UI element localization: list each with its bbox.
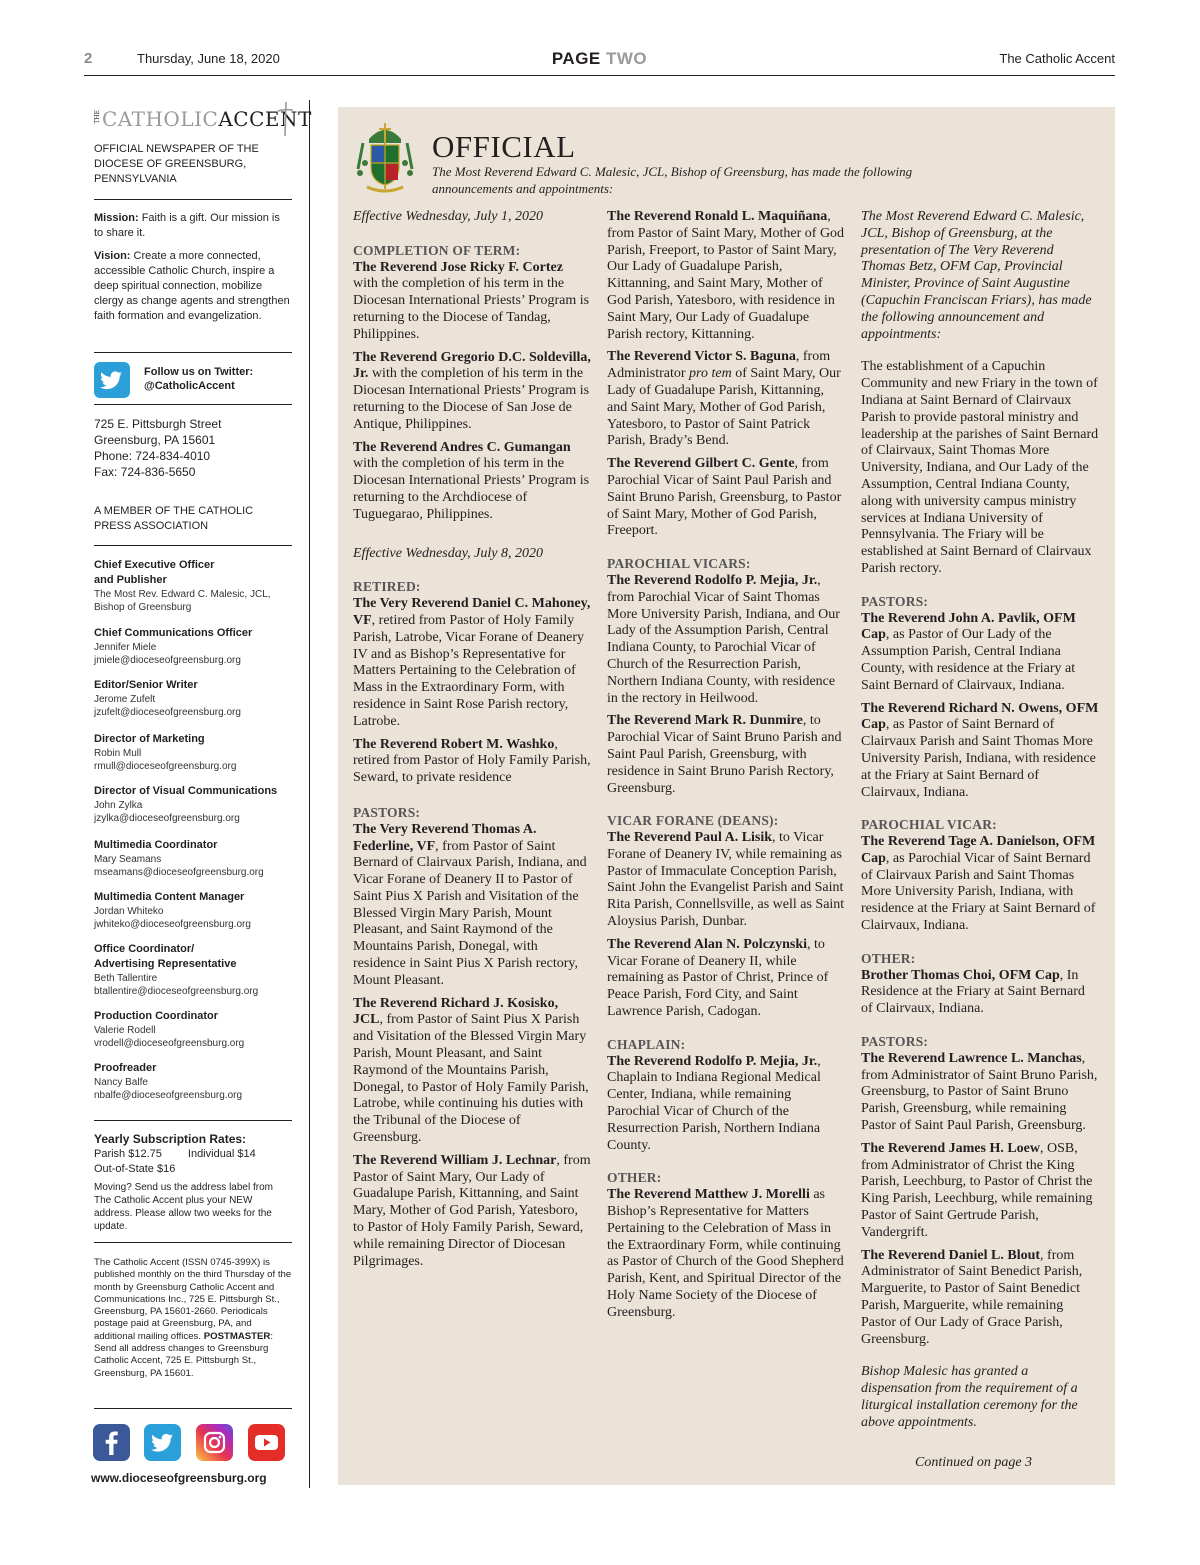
appointment-item [861, 1051, 1099, 1135]
masthead-sidebar [84, 100, 310, 1488]
appointment-text: of Saint Mary, Our Lady of Guadalupe Parish, Kittanning, and Saint Mary, Mother of God Parish, Yatesboro, to Pastor of Saint Patrick Parish, Brady’s Bend. [607, 366, 841, 449]
effective-date: Effective Wednesday, July 1, 2020 [353, 209, 543, 224]
staff-role: Multimedia Coordinator [94, 839, 218, 851]
appointee-name: The Reverend Mark R. Dunmire [607, 713, 803, 729]
appointee-name: The Very Reverend Daniel C. Mahoney, VF [353, 596, 591, 628]
twitter-icon[interactable] [144, 1424, 181, 1461]
divider [94, 352, 292, 353]
staff-name: Beth Tallentire [94, 973, 158, 984]
divider [94, 545, 292, 546]
capuchin-intro: The Most Reverend Edward C. Malesic, JCL, Bishop of Greensburg, at the presentation of The Very Reverend Thomas Betz, OFM Cap, Provincial Minister, Province of Saint Augustine (Capuchin Franciscan Friars), has made the following announcement and appointments: [861, 209, 1092, 342]
appointment-item [861, 701, 1099, 802]
appointment-item [861, 611, 1099, 695]
mission-text: Faith is a gift. Our mission is to share it. [94, 212, 280, 239]
cross-icon [274, 102, 294, 136]
appointment-text: , from Parochial Vicar of Saint Paul Parish and Saint Bruno Parish, Greensburg, to Pastor of Saint Mary, Mother of God Parish, Freeport. [607, 456, 842, 539]
staff-role: Advertising Representative [94, 958, 237, 970]
staff-role: Proofreader [94, 1062, 157, 1074]
youtube-icon[interactable] [248, 1424, 285, 1461]
appointment-item [353, 737, 591, 787]
appointment-item [861, 1248, 1099, 1349]
address-line-1: 725 E. Pittsburgh Street [94, 417, 222, 431]
appointee-name: The Reverend Victor S. Baguna [607, 349, 796, 365]
twitter-follow[interactable] [94, 362, 292, 400]
appointment-text: , OSB, from Administrator of Christ the King Parish, Leechburg, to Pastor of Christ the King Parish, Leechburg, while remaining Pastor of Saint Gertrude Parish, Vandergrift. [861, 1140, 1093, 1240]
official-newspaper-line [94, 142, 292, 187]
staff-entry [94, 784, 304, 825]
section-title: OFFICIAL [432, 129, 576, 164]
subscription-individual: Individual $14 [187, 1148, 256, 1160]
instagram-icon[interactable] [196, 1424, 233, 1461]
column-2 [607, 209, 845, 1328]
fax: Fax: 724-836-5650 [94, 465, 196, 479]
appointment-text: , from Pastor of Saint Bernard of Clairvaux Parish, Indiana, and Vicar Forane of Deanery II to Pastor of Saint Pius X Parish and Visitation of the Blessed Virgin Mary Parish, Mount Pleasant, and Saint Raymond of the Mountains Parish, Donegal, with residence in Saint Pius X Parish rectory, Mount Pleasant. [353, 838, 587, 988]
subscription-parish: Parish $12.75 [94, 1148, 162, 1160]
website-link[interactable]: www.dioceseofgreensburg.org [91, 1471, 267, 1485]
effective-date: Effective Wednesday, July 8, 2020 [353, 545, 543, 561]
divider [94, 1408, 292, 1409]
member-line-1: A MEMBER OF THE CATHOLIC [94, 505, 254, 517]
twitter-icon[interactable] [94, 362, 130, 398]
section-heading: PAROCHIAL VICAR: [861, 817, 997, 833]
appointment-text: , from Administrator of Saint Benedict Parish, Marguerite, to Pastor of Saint Benedict Parish, Marguerite, while remaining Pastor of Our Lady of Grace Parish, Greensburg. [861, 1247, 1083, 1347]
continued-link[interactable]: Continued on page 3 [915, 1455, 1033, 1470]
appointment-text: , from Administrator [607, 349, 831, 382]
page-header [84, 48, 1115, 76]
dispensation-note: Bishop Malesic has granted a dispensation from the requirement of a liturgical installation ceremony for the above appointments. [861, 1364, 1078, 1430]
staff-email[interactable]: jzylka@dioceseofgreensburg.org [94, 813, 240, 824]
appointment-item [861, 1141, 1099, 1242]
facebook-icon[interactable] [93, 1424, 130, 1461]
page-number: 2 [84, 50, 93, 67]
address-line-2: Greensburg, PA 15601 [94, 433, 216, 447]
logo-accent: ACCENT [218, 107, 312, 131]
staff-email[interactable]: jwhiteko@dioceseofgreensburg.org [94, 919, 251, 930]
staff-role: Multimedia Content Manager [94, 891, 245, 903]
appointee-name: The Reverend Lawrence L. Manchas [861, 1050, 1082, 1066]
staff-name: Jennifer Miele [94, 642, 157, 653]
appointee-name: The Reverend Richard J. Kosisko, JCL [353, 995, 559, 1028]
column-1 [353, 209, 591, 1276]
section-heading: CHAPLAIN: [607, 1036, 686, 1052]
postmaster-text: : Send all address changes to Greensburg Catholic Accent, 725 E. Pittsburgh St., Greensburg, PA 15601. [94, 1330, 274, 1379]
appointee-name: The Very Reverend Thomas A. Federline, VF [353, 821, 537, 854]
section-heading: COMPLETION OF TERM: [353, 242, 521, 258]
section-heading: RETIRED: [353, 579, 421, 595]
staff-name: Jerome Zufelt [94, 694, 156, 705]
twitter-handle[interactable]: @CatholicAccent [144, 380, 235, 392]
appointee-name: The Reverend Alan N. Polczynski [607, 936, 808, 952]
staff-role: Editor/Senior Writer [94, 679, 198, 691]
appointee-name: The Reverend Robert M. Washko [353, 736, 555, 752]
vision-text: Create a more connected, accessible Catholic Church, inspire a deep spiritual connection, mobilize clergy as change agents and strengthen faith formation and evangelization. [94, 250, 290, 322]
staff-name: Valerie Rodell [94, 1025, 156, 1036]
vision-label: Vision: [94, 250, 131, 262]
appointment-text: with the completion of his term in the Diocesan International Priests’ Program is returning to the Diocese of San Jose de Antique, Philippines. [353, 366, 590, 432]
appointment-text: with the completion of his term in the Diocesan International Priests’ Program is returning to the Archdiocese of Tuguegarao, Philippines. [353, 456, 590, 522]
staff-entry [94, 626, 304, 667]
appointment-item [353, 996, 591, 1147]
staff-name: John Zylka [94, 800, 143, 811]
appointee-name: The Reverend Gregorio D.C. Soldevilla, Jr. [353, 349, 591, 382]
appointment-text: , from Pastor of Saint Mary, Our Lady of Guadalupe Parish, Kittanning, and Saint Mary, Mother of God Parish, Yatesboro, to Pastor of Holy Family Parish, Seward, while remaining Director of Diocesan Pilgrimages. [353, 1152, 591, 1269]
divider [94, 199, 292, 200]
appointee-name: The Reverend Rodolfo P. Mejia, Jr. [607, 1053, 818, 1069]
appointee-name: The Reverend Ronald L. Maquiñana [607, 209, 828, 224]
appointment-text: , as Pastor of Our Lady of the Assumption Parish, Central Indiana County, with residence at the Friary at Saint Bernard of Clairvaux, Indiana. [861, 627, 1076, 693]
appointment-item [607, 1054, 845, 1155]
staff-entry [94, 558, 304, 614]
staff-entry [94, 890, 304, 931]
staff-entry [94, 838, 304, 879]
staff-entry [94, 732, 304, 773]
appointee-name: The Reverend Matthew J. Morelli [607, 1187, 810, 1203]
appointment-item [607, 573, 845, 707]
issue-date: Thursday, June 18, 2020 [137, 51, 280, 66]
staff-role: Chief Executive Officer [94, 559, 215, 571]
appointee-name: The Reverend John A. Pavlik, OFM Cap [861, 610, 1076, 643]
staff-name: Robin Mull [94, 748, 142, 759]
appointee-name: The Reverend Daniel L. Blout [861, 1247, 1041, 1263]
staff-role: Production Coordinator [94, 1010, 219, 1022]
column-3 [861, 209, 1099, 1432]
appointment-text: , to Parochial Vicar of Saint Bruno Parish and Saint Paul Parish, Greensburg, with residence in Saint Bruno Parish Rectory, Greensburg. [607, 713, 842, 796]
staff-role: Director of Visual Communications [94, 785, 278, 797]
mission-label: Mission: [94, 212, 139, 224]
logo-the: THE [94, 110, 101, 124]
subscription-rates [94, 1131, 292, 1233]
divider [94, 1120, 292, 1121]
staff-entry [94, 942, 304, 998]
staff-name: Jordan Whiteko [94, 906, 164, 917]
appointee-name: The Reverend William J. Lechnar [353, 1152, 557, 1168]
appointee-name: The Reverend Andres C. Gumangan [353, 439, 571, 455]
appointment-item [607, 349, 845, 450]
staff-email[interactable]: btallentire@dioceseofgreensburg.org [94, 986, 259, 997]
mission-statement [94, 211, 292, 241]
section-heading: VICAR FORANE (DEANS): [607, 813, 779, 829]
member-line-2: PRESS ASSOCIATION [94, 520, 209, 532]
appointment-item [607, 209, 845, 343]
appointment-text: , from Parochial Vicar of Saint Thomas More University Parish, Indiana, and Our Lady of the Assumption Parish, Central Indiana County, to Parochial Vicar of Church of the Resurrection Parish, Northern Indiana County, with residence in the rectory in Heilwood. [607, 572, 840, 706]
appointee-name: The Reverend James H. Loew [861, 1140, 1040, 1156]
appointment-item [353, 822, 591, 990]
catholic-accent-logo [94, 104, 312, 138]
issn-statement [94, 1257, 292, 1380]
appointment-text: , from Administrator of Saint Bruno Parish, Greensburg, to Pastor of Saint Bruno Parish, Greensburg, while remaining Pastor of Saint Paul Parish, Greensburg. [861, 1050, 1098, 1134]
official-line-1: OFFICIAL NEWSPAPER OF THE [94, 143, 259, 155]
appointment-text: , to Vicar Forane of Deanery II, while remaining as Pastor of Christ, Prince of Peace Parish, Ford City, and Saint Lawrence Parish, Cadogan. [607, 936, 829, 1020]
staff-email[interactable]: jmiele@dioceseofgreensburg.org [94, 655, 241, 666]
vision-statement [94, 249, 292, 324]
appointment-text: , as Parochial Vicar of Saint Bernard of Clairvaux Parish and Saint Thomas More University Parish, Indiana, with residence at the Friary at Saint Bernard of Clairvaux, Indiana. [861, 850, 1096, 934]
appointee-name: Brother Thomas Choi, OFM Cap [861, 967, 1060, 983]
twitter-line-1: Follow us on Twitter: [144, 366, 254, 378]
appointment-text: with the completion of his term in the Diocesan International Priests’ Program is returning to the Diocese of Tandag, Philippines. [353, 276, 590, 342]
appointment-item [861, 834, 1099, 935]
postmaster-label: POSTMASTER [203, 1330, 271, 1342]
staff-entry [94, 678, 304, 719]
appointment-item [353, 440, 591, 524]
appointment-text: , as Pastor of Saint Bernard of Clairvaux Parish and Saint Thomas More University Parish, Indiana, with residence at the Friary at Saint Bernard of Clairvaux, Indiana. [861, 717, 1096, 800]
appointment-item [607, 713, 845, 797]
appointment-text: , from Pastor of Saint Mary, Mother of God Parish, Freeport, to Pastor of Saint Mary, Our Lady of Guadalupe Parish, Kittanning, and Saint Mary, Mother of God Parish, Yatesboro, with residence in Saint Mary, Our Lady of Guadalupe Parish rectory, Kittanning. [607, 209, 845, 342]
staff-name: Nancy Balfe [94, 1077, 148, 1088]
section-heading: PASTORS: [353, 804, 421, 820]
subscription-title: Yearly Subscription Rates: [94, 1132, 247, 1146]
appointment-item [607, 830, 845, 931]
page-title-page: PAGE [551, 49, 601, 68]
appointment-italic: pro tem [689, 366, 732, 382]
appointment-text: , retired from Pastor of Holy Family Parish, Seward, to private residence [353, 736, 591, 786]
logo-catholic: CATHOLIC [102, 107, 219, 131]
official-announcements-panel [338, 107, 1115, 1485]
staff-role: and Publisher [94, 574, 167, 586]
official-line-3: PENNSYLVANIA [94, 173, 177, 185]
appointment-item [353, 260, 591, 344]
appointment-item [353, 350, 591, 434]
official-line-2: DIOCESE OF GREENSBURG, [94, 158, 247, 170]
page-title-two: TWO [606, 49, 648, 68]
subscription-out-of-state: Out-of-State $16 [94, 1163, 176, 1175]
staff-title: Bishop of Greensburg [94, 602, 192, 613]
appointment-item [861, 968, 1099, 1018]
appointment-text: , retired from Pastor of Holy Family Parish, Latrobe, Vicar Forane of Deanery IV and as Bishop’s Representative for Matters Pertaining to the Celebration of Mass in the Extraordinary Form, with residence in Saint Rose Parish rectory, Latrobe. [353, 612, 584, 729]
section-heading: OTHER: [861, 950, 916, 966]
appointee-name: The Reverend Rodolfo P. Mejia, Jr. [607, 572, 818, 588]
issn-text: The Catholic Accent (ISSN 0745-399X) is published monthly on the third Thursday of the month by Greensburg Catholic Accent and Communications Inc., 725 E. Pittsburgh St., Greensburg, PA 15601-2660. Periodicals postage paid at Greensburg, PA, and additional mailing offices. [94, 1257, 292, 1342]
section-heading: PAROCHIAL VICARS: [607, 556, 751, 572]
appointment-item [607, 1187, 845, 1321]
appointee-name: The Reverend Tage A. Danielson, OFM Cap [861, 834, 1096, 866]
staff-email[interactable]: nbalfe@dioceseofgreensburg.org [94, 1090, 243, 1101]
appointment-item [607, 456, 845, 540]
appointee-name: The Reverend Gilbert C. Gente [607, 456, 795, 472]
staff-entry [94, 1009, 304, 1050]
staff-name: The Most Rev. Edward C. Malesic, JCL, [94, 589, 271, 600]
appointment-text: , from Pastor of Saint Pius X Parish and Visitation of the Blessed Virgin Mary Parish, Mount Pleasant, and Saint Raymond of the Mountains Parish, Donegal, to Pastor of Holy Family Parish, Latrobe, while continuing his duties with the Tribunal of the Diocese of Greensburg. [353, 1012, 589, 1146]
appointee-name: The Reverend Jose Ricky F. Cortez [353, 259, 563, 275]
staff-name: Mary Seamans [94, 854, 162, 865]
staff-email[interactable]: rmull@dioceseofgreensburg.org [94, 761, 237, 772]
cpa-member [94, 504, 292, 534]
section-subtitle: The Most Reverend Edward C. Malesic, JCL, Bishop of Greensburg, has made the following announcements and appointments: [432, 164, 913, 196]
staff-email[interactable]: jzufelt@dioceseofgreensburg.org [94, 707, 241, 718]
appointment-text: as Bishop’s Representative for Matters Pertaining to the Celebration of Mass in the Extraordinary Form, while continuing as Pastor of Church of the Good Shepherd Parish, Kent, and Spiritual Director of the Holy Name Society of the Diocese of Greensburg. [607, 1187, 844, 1320]
appointment-item [607, 937, 845, 1021]
divider [94, 1242, 292, 1243]
appointee-name: The Reverend Paul A. Lisik [607, 830, 773, 846]
staff-role: Director of Marketing [94, 733, 205, 745]
appointee-name: The Reverend Richard N. Owens, OFM Cap [861, 700, 1099, 733]
appointment-text: , to Vicar Forane of Deanery IV, while remaining as Pastor of Immaculate Conception Parish, Saint John the Evangelist Parish and Saint Rita Parish, Connellsville, as well as Saint Aloysius Parish, Dunbar. [607, 830, 845, 930]
appointment-item [353, 596, 591, 730]
appointment-text: , Chaplain to Indiana Regional Medical Center, Indiana, while remaining Parochial Vicar of Church of the Resurrection Parish, Northern Indiana County. [607, 1053, 821, 1153]
divider [94, 404, 292, 405]
paper-name: The Catholic Accent [999, 51, 1115, 66]
staff-email[interactable]: vrodell@dioceseofgreensburg.org [94, 1038, 245, 1049]
staff-role: Chief Communications Officer [94, 627, 253, 639]
page-title [84, 49, 1115, 69]
friary-establishment: The establishment of a Capuchin Community and new Friary in the town of Indiana at Saint Bernard of Clairvaux Parish to provide pastoral ministry and leadership at the parishes of Saint Bernard of Clairvaux, Saint Thomas More University, Indiana, and Our Lady of the Assumption, Central Indiana County, along with university campus ministry services at Indiana University of Pennsylvania. The Friary will be established at Saint Bernard of Clairvaux Parish rectory. [861, 359, 1099, 576]
section-heading: PASTORS: [861, 593, 929, 609]
staff-entry [94, 1061, 304, 1102]
staff-role: Office Coordinator/ [94, 943, 195, 955]
phone: Phone: 724-834-4010 [94, 449, 211, 463]
appointment-text: , In Residence at the Friary at Saint Bernard of Clairvaux, Indiana. [861, 967, 1085, 1017]
section-heading: PASTORS: [861, 1034, 929, 1050]
appointment-item [353, 1153, 591, 1271]
contact-info [94, 416, 292, 480]
section-heading: OTHER: [607, 1170, 662, 1186]
diocesan-coat-of-arms-icon [355, 119, 415, 197]
staff-email[interactable]: mseamans@dioceseofgreensburg.org [94, 867, 264, 878]
moving-notice: Moving? Send us the address label from The Catholic Accent plus your NEW address. Please allow two weeks for the update. [94, 1182, 273, 1232]
